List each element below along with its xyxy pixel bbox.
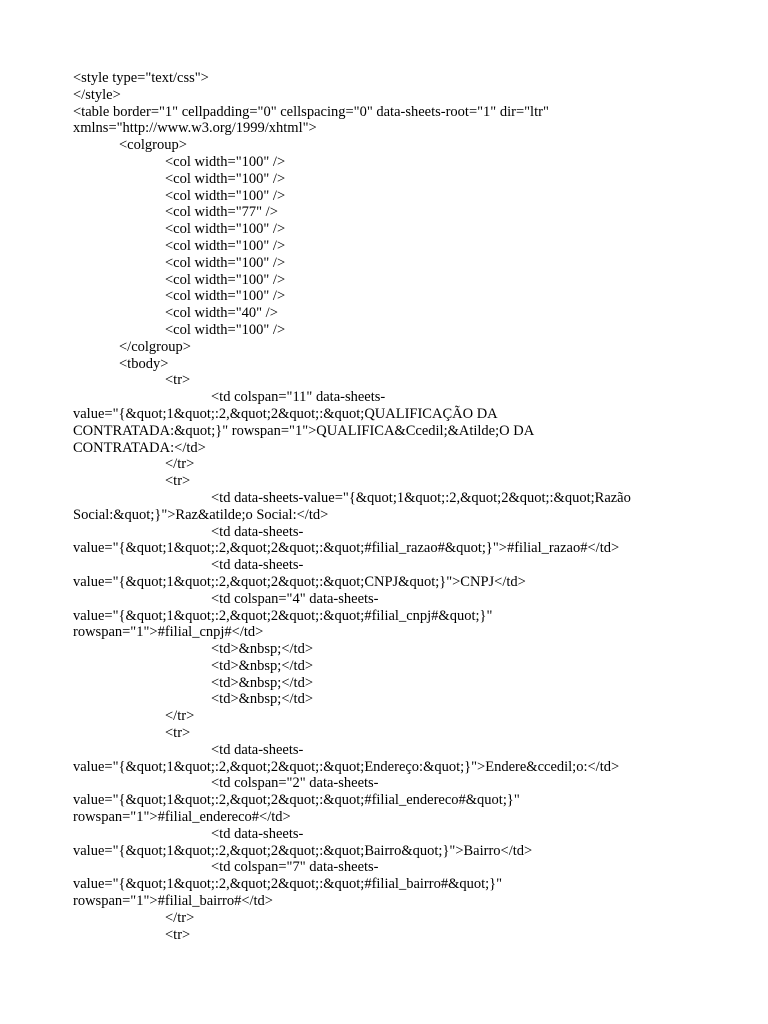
document-line: value="{&quot;1&quot;:2,&quot;2&quot;:&quot;Bairro&quot;}">Bairro</td> — [73, 842, 533, 859]
document-line: <table border="1" cellpadding="0" cellspacing="0" data-sheets-root="1" dir="ltr" — [73, 103, 549, 120]
document-line: </tr> — [165, 456, 195, 473]
document-line: <col width="40" /> — [165, 305, 278, 322]
document-line: <td data-sheets- — [211, 741, 304, 758]
document-line: <td data-sheets- — [211, 523, 304, 540]
document-line: <col width="100" /> — [165, 321, 286, 338]
document-line: <col width="100" /> — [165, 187, 286, 204]
document-line: </tr> — [165, 909, 195, 926]
document-line: value="{&quot;1&quot;:2,&quot;2&quot;:&quot;QUALIFICAÇÃO DA — [73, 405, 498, 422]
document-line: <tbody> — [119, 355, 169, 372]
document-line: value="{&quot;1&quot;:2,&quot;2&quot;:&quot;CNPJ&quot;}">CNPJ</td> — [73, 573, 526, 590]
document-line: CONTRATADA:</td> — [73, 439, 206, 456]
document-line: value="{&quot;1&quot;:2,&quot;2&quot;:&quot;#filial_endereco#&quot;}" — [73, 792, 520, 809]
document-line: <td colspan="2" data-sheets- — [211, 775, 379, 792]
document-line: <td data-sheets- — [211, 557, 304, 574]
document-line: <style type="text/css"> — [73, 70, 209, 86]
document-line: <tr> — [165, 725, 191, 742]
document-line: <col width="100" /> — [165, 170, 286, 187]
document-line: </tr> — [165, 708, 195, 725]
document-line: </colgroup> — [119, 338, 191, 355]
document-line: <td colspan="11" data-sheets- — [211, 389, 386, 406]
document-line: <tr> — [165, 372, 191, 389]
document-line: <td data-sheets-value="{&quot;1&quot;:2,&quot;2&quot;:&quot;Razão — [211, 489, 631, 506]
document-line: value="{&quot;1&quot;:2,&quot;2&quot;:&quot;#filial_cnpj#&quot;}" — [73, 607, 493, 624]
document-line: <col width="100" /> — [165, 271, 286, 288]
document-line: rowspan="1">#filial_endereco#</td> — [73, 809, 291, 826]
document-line: </style> — [73, 86, 121, 103]
document-line: <td>&nbsp;</td> — [211, 674, 313, 691]
document-line: <col width="100" /> — [165, 288, 286, 305]
document-line: CONTRATADA:&quot;}" rowspan="1">QUALIFICA&Ccedil;&Atilde;O DA — [73, 422, 535, 439]
document-page — [0, 70, 768, 943]
document-line: <col width="100" /> — [165, 254, 286, 271]
document-line: <col width="100" /> — [165, 221, 286, 238]
document-line: rowspan="1">#filial_bairro#</td> — [73, 893, 273, 910]
document-line: <colgroup> — [119, 137, 187, 154]
document-line: xmlns="http://www.w3.org/1999/xhtml"> — [73, 120, 317, 137]
document-line: <col width="100" /> — [165, 237, 286, 254]
document-line: <td colspan="7" data-sheets- — [211, 859, 379, 876]
document-line: <td data-sheets- — [211, 825, 304, 842]
document-line: <col width="100" /> — [165, 153, 286, 170]
document-line: <td colspan="4" data-sheets- — [211, 590, 379, 607]
document-line: <tr> — [165, 926, 191, 943]
document-line: <td>&nbsp;</td> — [211, 657, 313, 674]
document-line: value="{&quot;1&quot;:2,&quot;2&quot;:&quot;Endereço:&quot;}">Endere&ccedil;o:</td> — [73, 758, 620, 775]
document-line: value="{&quot;1&quot;:2,&quot;2&quot;:&quot;#filial_bairro#&quot;}" — [73, 876, 503, 893]
document-line: rowspan="1">#filial_cnpj#</td> — [73, 624, 264, 641]
document-line: <tr> — [165, 473, 191, 490]
document-line: Social:&quot;}">Raz&atilde;o Social:</td> — [73, 506, 329, 523]
document-line: <td>&nbsp;</td> — [211, 691, 313, 708]
document-line: <col width="77" /> — [165, 204, 278, 221]
document-line: <td>&nbsp;</td> — [211, 641, 313, 658]
document-line: value="{&quot;1&quot;:2,&quot;2&quot;:&quot;#filial_razao#&quot;}">#filial_razao#</td> — [73, 540, 620, 557]
